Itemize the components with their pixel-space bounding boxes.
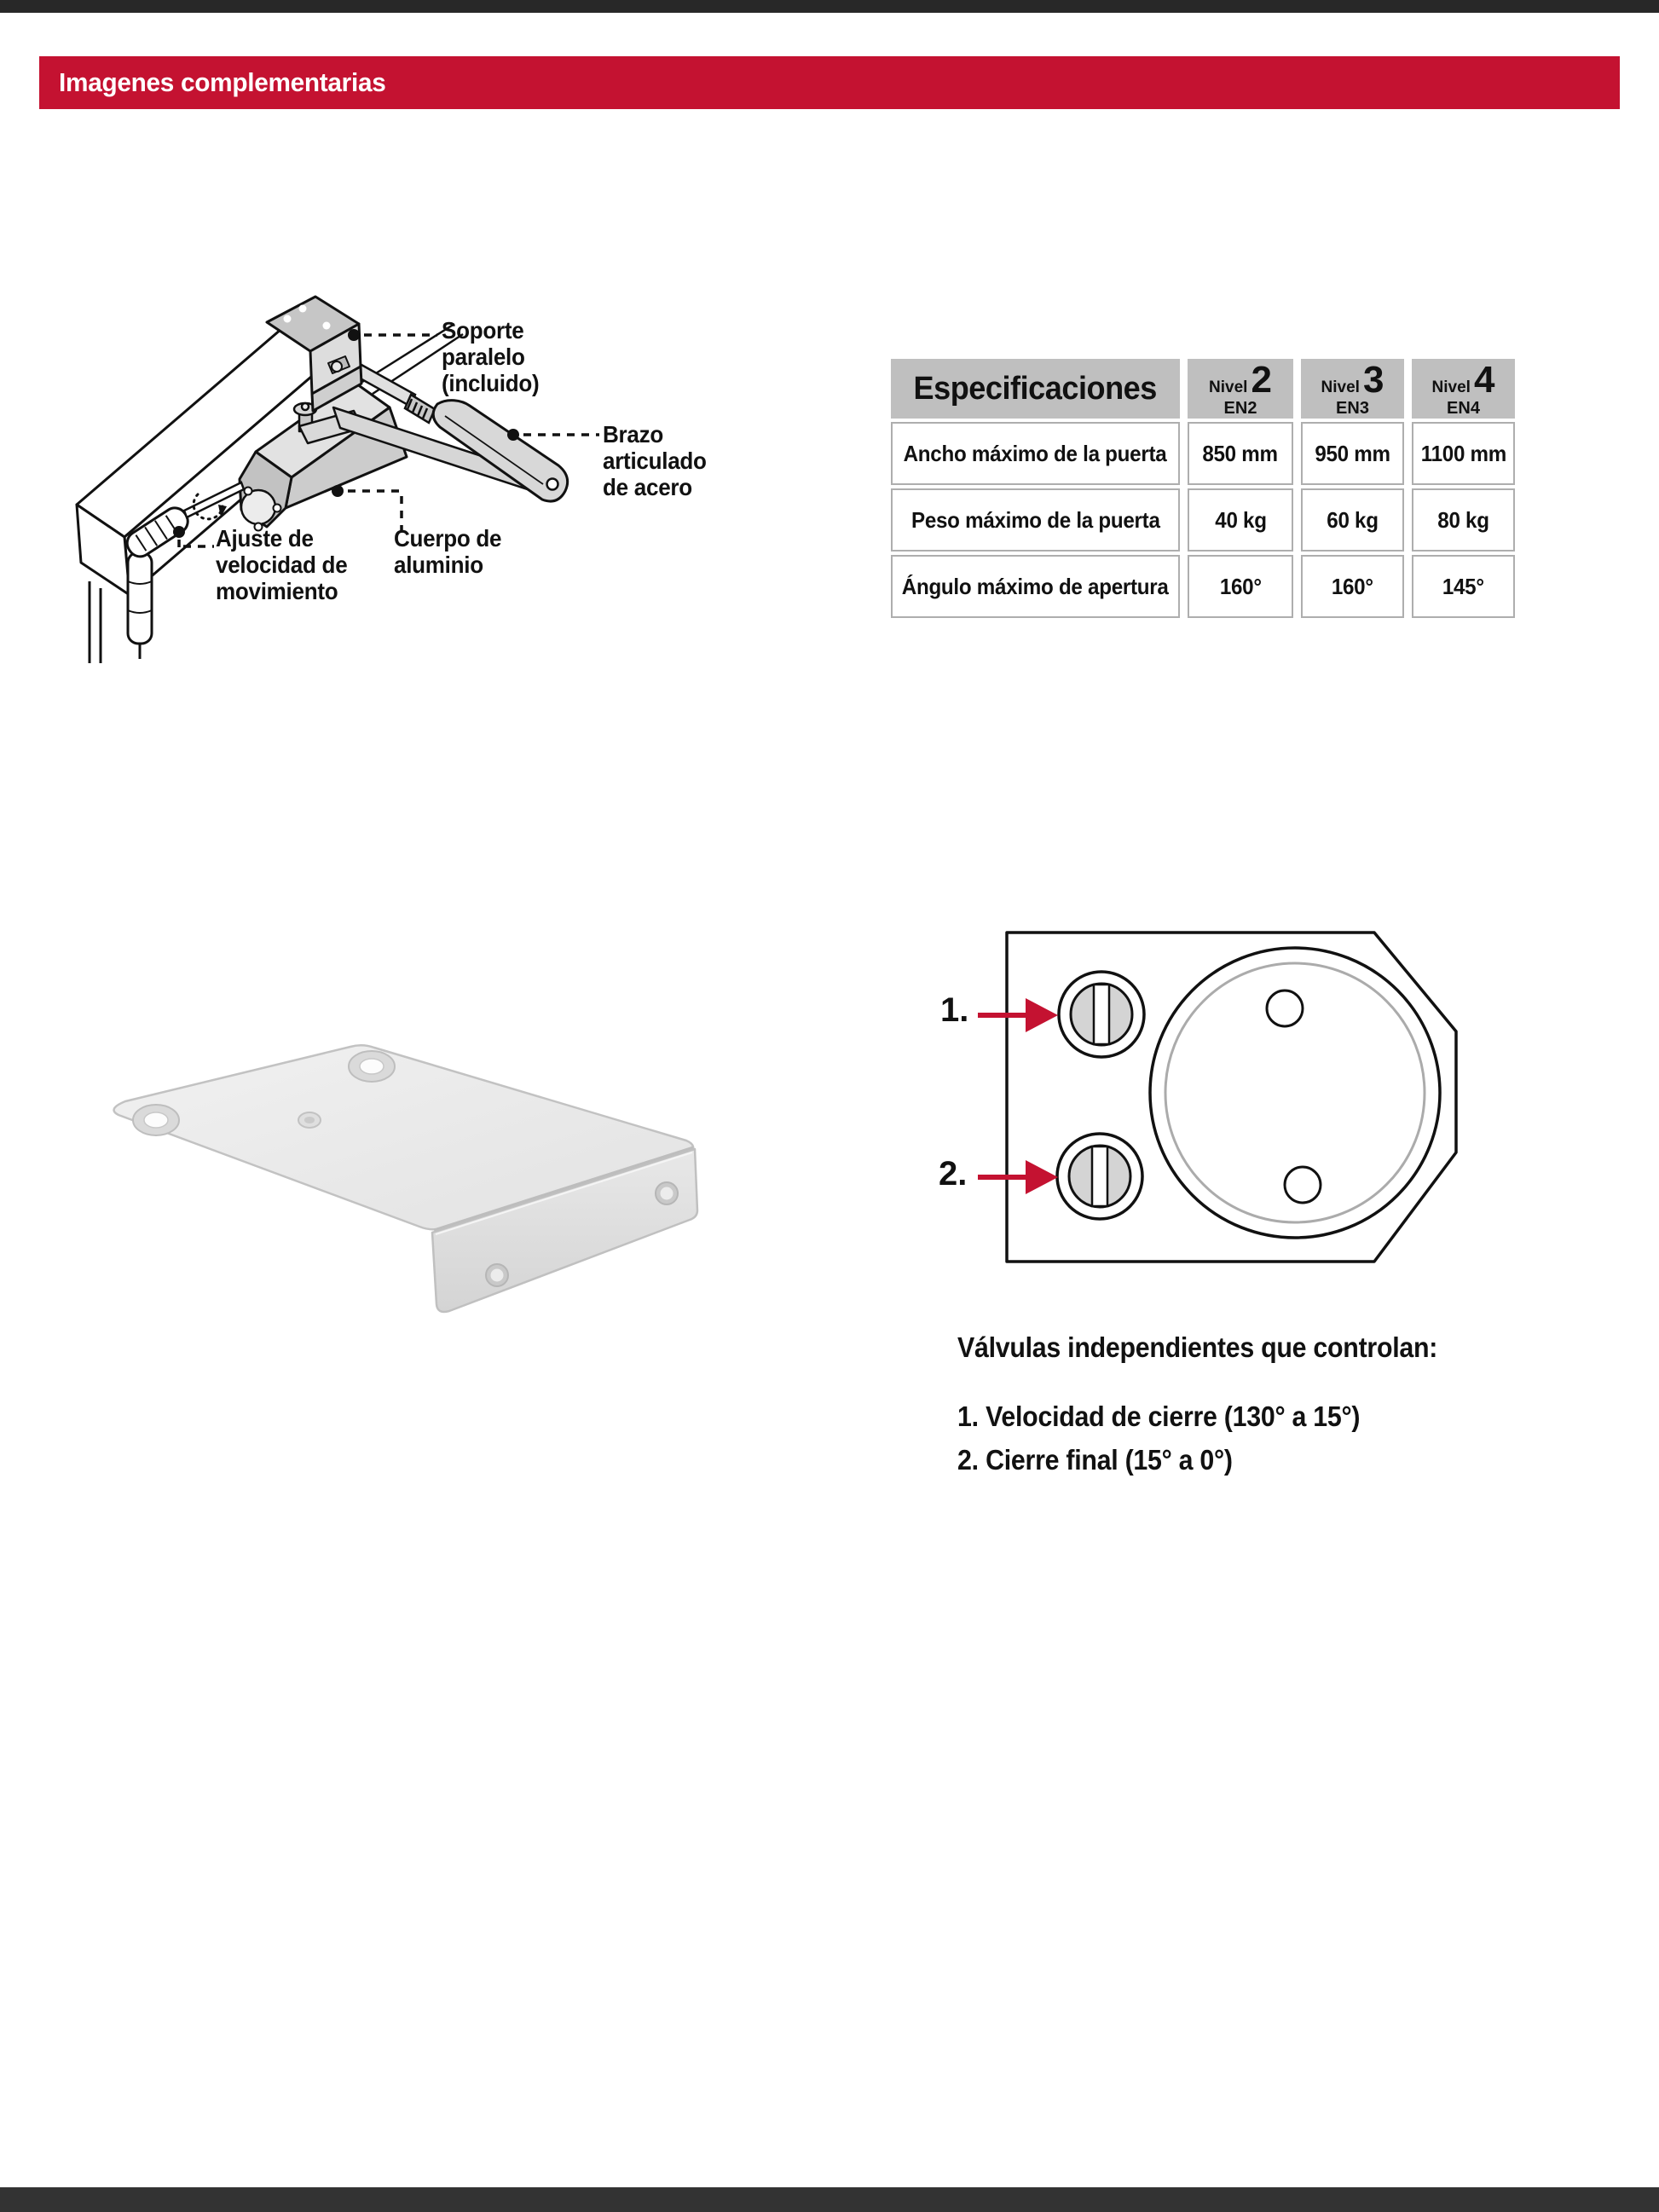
spec-col-nivel3: Nivel 3 EN3 — [1301, 359, 1404, 419]
spec-table-title-cell — [891, 359, 1180, 419]
valves-list-item: 2. Cierre final (15° a 0°) — [957, 1443, 1233, 1476]
section-title: Imagenes complementarias — [59, 67, 386, 97]
valves-caption: Válvulas independientes que controlan: — [957, 1331, 1438, 1363]
spec-value: 40 kg — [1188, 488, 1293, 552]
spec-value: 80 kg — [1412, 488, 1515, 552]
spec-col-nivel4: Nivel 4 EN4 — [1412, 359, 1515, 419]
spec-row-label: Peso máximo de la puerta — [891, 488, 1180, 552]
spec-value: 1100 mm — [1412, 422, 1515, 485]
spec-value: 145° — [1412, 555, 1515, 618]
valve-diagram — [925, 925, 1471, 1274]
section-header — [39, 56, 1620, 109]
bottom-divider-bar — [0, 2187, 1659, 2212]
top-divider-bar — [0, 0, 1659, 13]
callout-brazo: Brazo articulado de acero — [603, 421, 707, 500]
valves-list-item: 1. Velocidad de cierre (130° a 15°) — [957, 1400, 1361, 1432]
valve-2-screw — [1057, 1134, 1142, 1219]
spec-row-label: Ancho máximo de la puerta — [891, 422, 1180, 485]
callout-ajuste: Ajuste de velocidad de movimiento — [216, 525, 348, 604]
valve-1-screw — [1059, 972, 1144, 1057]
spec-table-title: Especificaciones — [913, 370, 1158, 407]
valve-pointer-label-2: 2. — [939, 1155, 968, 1193]
spec-table — [891, 359, 1517, 618]
valves-list — [957, 1395, 1395, 1481]
callout-soporte: Soporte paralelo (incluido) — [442, 317, 540, 396]
valve-pointer-label-1: 1. — [940, 991, 969, 1029]
spec-value: 160° — [1301, 555, 1404, 618]
spec-value: 160° — [1188, 555, 1293, 618]
spec-col-nivel2: Nivel 2 EN2 — [1188, 359, 1293, 419]
spec-value: 950 mm — [1301, 422, 1404, 485]
callout-cuerpo: Cuerpo de aluminio — [394, 525, 502, 578]
spec-value: 60 kg — [1301, 488, 1404, 552]
spec-row-label: Ángulo máximo de apertura — [891, 555, 1180, 618]
mounting-bracket-image — [98, 1014, 729, 1347]
spec-value: 850 mm — [1188, 422, 1293, 485]
